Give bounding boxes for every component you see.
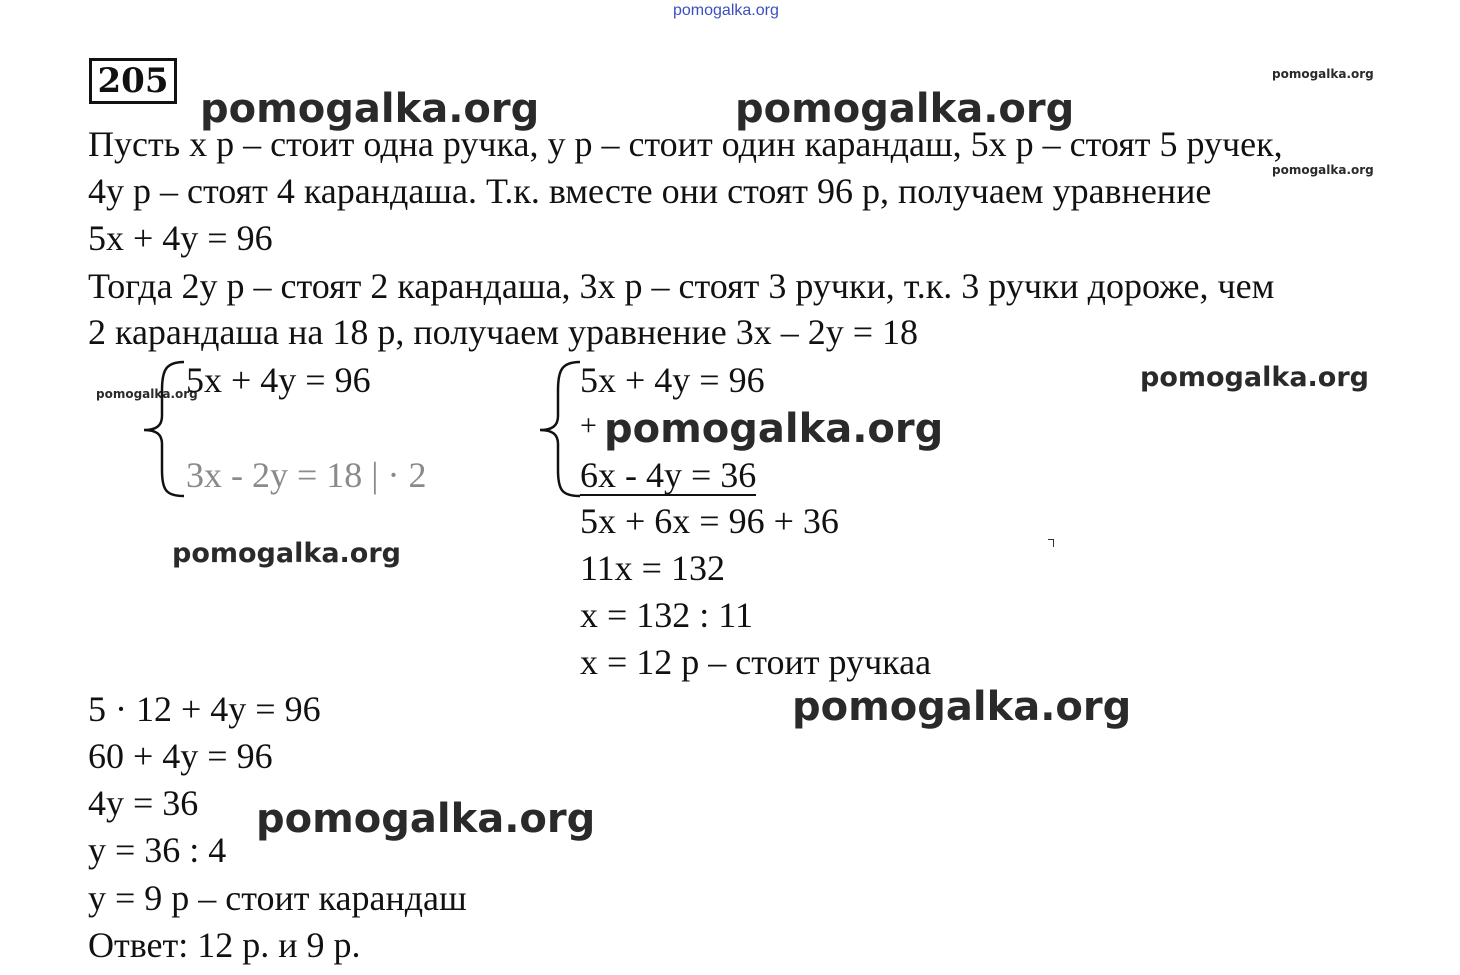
step-line: y = 36 : 4: [88, 830, 227, 870]
step-line: 4y = 36: [88, 783, 199, 823]
watermark: pomogalka.org: [735, 86, 1075, 132]
right-system-brace: [536, 360, 586, 500]
watermark: pomogalka.org: [792, 684, 1132, 730]
step-line: 11x = 132: [580, 548, 725, 588]
step-line: x = 12 р – стоит ручкаа: [580, 642, 932, 682]
plus-sign: +: [580, 409, 597, 442]
watermark: pomogalka.org: [1140, 362, 1369, 393]
system-right-eq1: 5x + 4y = 96: [580, 360, 765, 400]
watermark-small: pomogalka.org: [1272, 163, 1374, 177]
watermark: pomogalka.org: [604, 406, 944, 452]
paragraph-line: Пусть x р – стоит одна ручка, y р – стоит один карандаш, 5x р – стоят 5 ручек,: [88, 124, 1283, 164]
top-watermark: pomogalka.org: [673, 2, 779, 19]
step-line: x = 132 : 11: [580, 595, 753, 635]
left-system-brace: [140, 360, 190, 500]
answer-line: Ответ: 12 р. и 9 р.: [88, 925, 361, 965]
system-right-eq2: 6x - 4y = 36: [580, 455, 757, 495]
watermark: pomogalka.org: [256, 796, 596, 842]
step-line: y = 9 р – стоит карандаш: [88, 878, 467, 918]
stray-mark: [1048, 539, 1054, 547]
paragraph-line: 2 карандаша на 18 р, получаем уравнение 3x – 2y = 18: [88, 312, 919, 352]
system-left-eq1: 5x + 4y = 96: [186, 360, 371, 400]
paragraph-line: Тогда 2y р – стоят 2 карандаша, 3x р – стоят 3 ручки, т.к. 3 ручки дороже, чем: [88, 266, 1275, 306]
step-line: 60 + 4y = 96: [88, 736, 273, 776]
problem-number: 205: [89, 58, 177, 104]
watermark-small: pomogalka.org: [96, 387, 198, 401]
watermark: pomogalka.org: [200, 86, 540, 132]
step-line: 5 · 12 + 4y = 96: [88, 689, 321, 729]
step-line: 5x + 6x = 96 + 36: [580, 501, 839, 541]
paragraph-line: 4y р – стоят 4 карандаша. Т.к. вместе они стоят 96 р, получаем уравнение: [88, 171, 1212, 211]
watermark-small: pomogalka.org: [1272, 67, 1374, 81]
watermark: pomogalka.org: [172, 538, 401, 569]
system-left-eq2: 3x - 2y = 18 | · 2: [186, 455, 427, 495]
equation-line: 5x + 4y = 96: [88, 218, 273, 258]
